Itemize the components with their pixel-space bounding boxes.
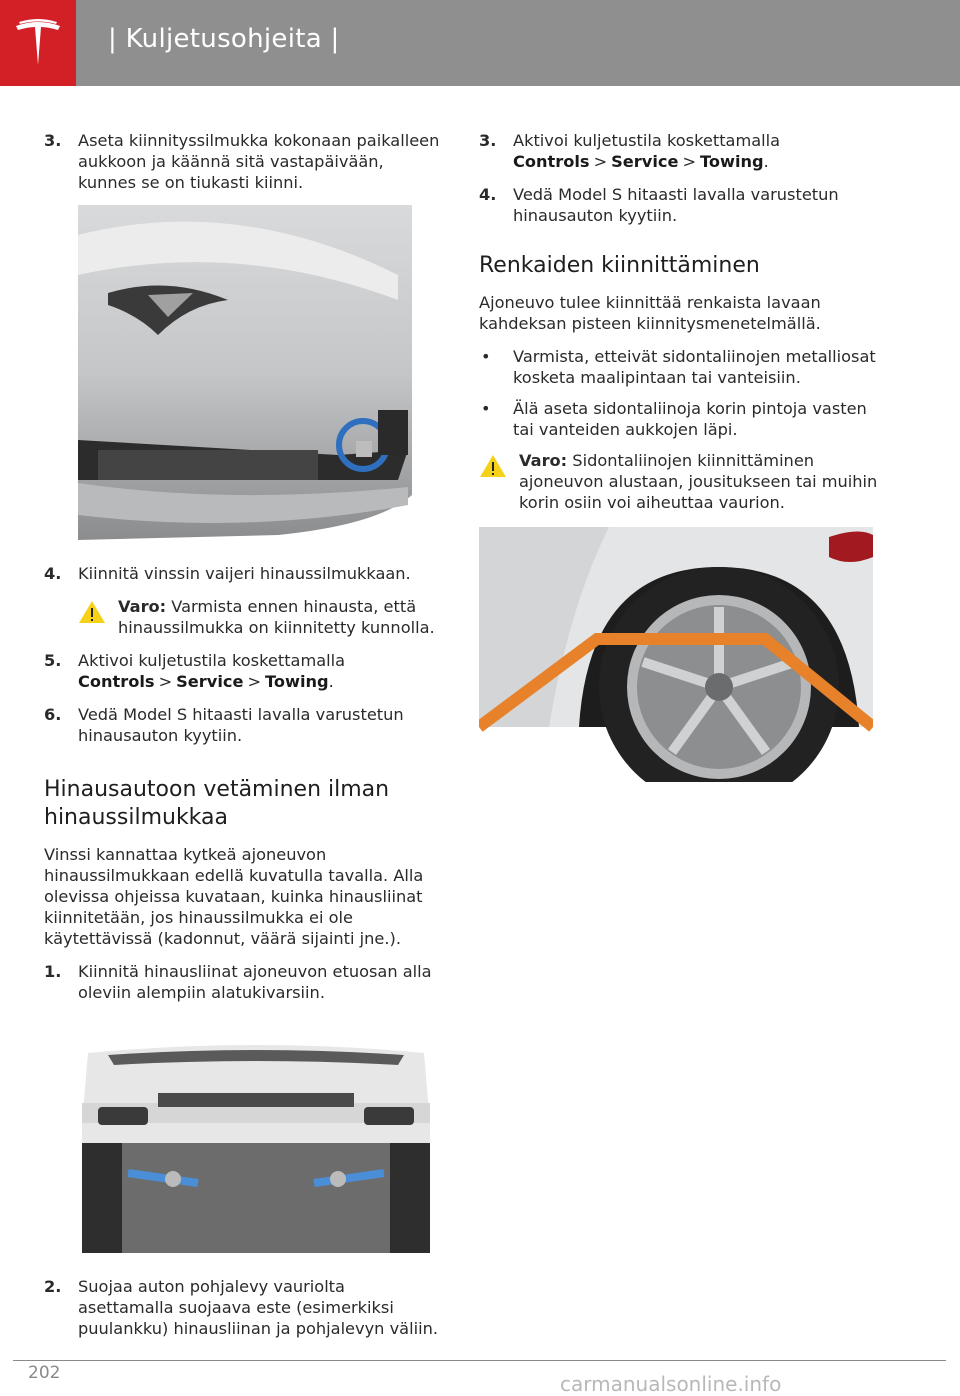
image-wheel-tiedown (479, 527, 879, 787)
left-column (44, 130, 444, 1351)
warning-2 (479, 450, 879, 513)
step-3-left (44, 130, 444, 193)
heading-no-tow-eye: Hinausautoon vetäminen ilman hinaussilmukkaa (44, 777, 390, 830)
paragraph-eight-point: Ajoneuvo tulee kiinnittää renkaista lavaan kahdeksan pisteen kiinnitysmenetelmällä. (479, 293, 821, 333)
footer-divider (13, 1360, 946, 1361)
right-column (479, 130, 879, 787)
step-number: 5. (44, 651, 62, 670)
page-header (0, 0, 960, 86)
bullet-1 (479, 346, 879, 388)
step-text: Vedä Model S hitaasti lavalla varustetun hinausauton kyytiin. (513, 185, 839, 225)
step-text: Aktivoi kuljetustila koskettamalla (513, 131, 781, 150)
step-text: Aktivoi kuljetustila koskettamalla (78, 651, 346, 670)
bullet-dot-icon: • (481, 399, 491, 418)
step-2-left (44, 1276, 444, 1339)
step-4-right (479, 184, 879, 226)
step-number: 4. (479, 185, 497, 204)
step-1-left (44, 961, 444, 1003)
warning-triangle-icon (479, 454, 507, 478)
warning-label: Varo: (519, 451, 568, 470)
step-number: 2. (44, 1277, 62, 1296)
page-number: 202 (28, 1363, 61, 1383)
bullet-dot-icon: • (481, 347, 491, 366)
image-underbody-straps (78, 1043, 444, 1258)
step-text: Aseta kiinnityssilmukka kokonaan paikalleen aukkoon ja käännä sitä vastapäivään, kunnes se on tiukasti kiinni. (78, 131, 440, 192)
step-text: Suojaa auton pohjalevy vauriolta asettamalla suojaava este (esimerkiksi puulankku) hinausliinan ja pohjalevyn väliin. (78, 1277, 438, 1338)
paragraph-intro: Vinssi kannattaa kytkeä ajoneuvon hinaussilmukkaan edellä kuvatulla tavalla. Alla olevissa ohjeissa kuvataan, kuinka hinausliinat kiinnitetään, jos hinaussilmukka ei ole käytettävissä (kadonnut, väärä sijainti jne.). (44, 845, 424, 948)
step-number: 4. (44, 564, 62, 583)
ui-path-service: Service (611, 152, 679, 171)
step-5-left: 5. Aktivoi kuljetustila koskettamalla Controls > Service > Towing. (44, 651, 346, 691)
image-tow-eye-front (78, 205, 444, 545)
warning-text: Sidontaliinojen kiinnittäminen ajoneuvon alustaan, jousitukseen tai muihin korin osiin voi aiheuttaa vaurion. (519, 451, 878, 512)
step-number: 1. (44, 962, 62, 981)
ui-path-towing: Towing (700, 152, 764, 171)
step-4-left (44, 563, 444, 584)
section-title: | Kuljetusohjeita | (108, 24, 340, 54)
ui-path-service: Service (176, 672, 244, 691)
bullet-2 (479, 398, 879, 440)
bullet-text: Älä aseta sidontaliinoja korin pintoja vasten tai vanteiden aukkojen läpi. (513, 399, 867, 439)
heading-wheel-straps: Renkaiden kiinnittäminen (479, 253, 760, 278)
bullet-text: Varmista, etteivät sidontaliinojen metalliosat kosketa maalipintaan tai vanteisiin. (513, 347, 876, 387)
ui-path-controls: Controls (78, 672, 155, 691)
step-text: Kiinnitä vinssin vaijeri hinaussilmukkaan. (78, 564, 411, 583)
ui-path-towing: Towing (265, 672, 329, 691)
warning-triangle-icon (78, 600, 106, 624)
warning-text: Varmista ennen hinausta, että hinaussilmukka on kiinnitetty kunnolla. (118, 597, 435, 637)
step-number: 3. (44, 131, 62, 150)
warning-label: Varo: (118, 597, 167, 616)
tesla-logo (0, 0, 76, 86)
warning-1 (78, 596, 444, 638)
watermark: carmanualsonline.info (560, 1372, 782, 1396)
step-number: 3. (479, 131, 497, 150)
ui-path-controls: Controls (513, 152, 590, 171)
step-6-left (44, 704, 444, 746)
step-number: 6. (44, 705, 62, 724)
step-3-right: 3. Aktivoi kuljetustila koskettamalla Controls > Service > Towing. (479, 131, 781, 171)
tesla-t-icon (13, 18, 63, 68)
step-text: Vedä Model S hitaasti lavalla varustetun hinausauton kyytiin. (78, 705, 404, 745)
step-text: Kiinnitä hinausliinat ajoneuvon etuosan alla oleviin alempiin alatukivarsiin. (78, 962, 432, 1002)
